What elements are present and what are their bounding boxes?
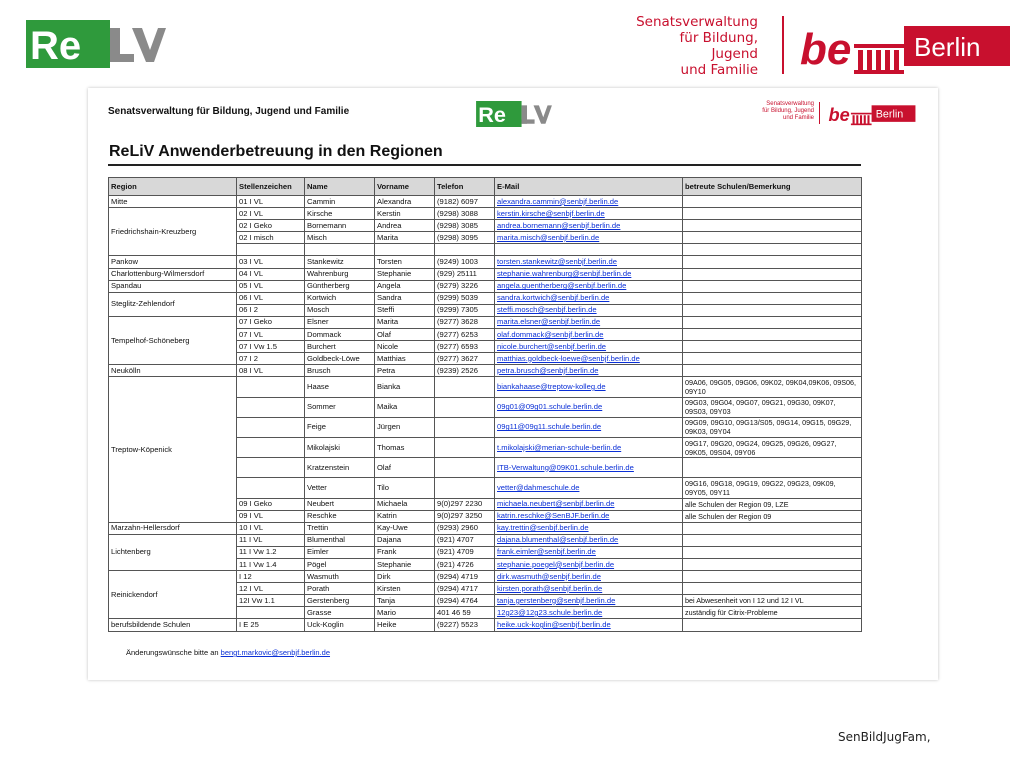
telefon-cell: 9(0)297 3250 <box>435 510 495 522</box>
telefon-cell: (9298) 3088 <box>435 208 495 220</box>
vorname-cell: Kirsten <box>375 583 435 595</box>
senat-line: für Bildung, Jugend <box>762 108 814 114</box>
stellenzeichen-cell <box>237 417 305 437</box>
remark-cell <box>683 583 862 595</box>
remark-cell <box>683 365 862 377</box>
remark-cell <box>683 196 862 208</box>
remark-cell: 09A06, 09G05, 09G06, 09K02, 09K04,09K06, 09S06, 09Y10 <box>683 377 862 397</box>
name-cell: Stankewitz <box>305 256 375 268</box>
vorname-cell: Alexandra <box>375 196 435 208</box>
table-body <box>109 196 862 632</box>
name-cell: Porath <box>305 583 375 595</box>
stellenzeichen-cell: 11 I VL <box>237 534 305 546</box>
region-cell: Marzahn-Hellersdorf <box>109 522 237 534</box>
telefon-cell <box>435 437 495 457</box>
remark-cell <box>683 546 862 558</box>
name-cell: Wahrenburg <box>305 268 375 280</box>
vorname-cell: Matthias <box>375 353 435 365</box>
table-row <box>109 208 862 220</box>
stellenzeichen-cell: 12 I VL <box>237 583 305 595</box>
stellenzeichen-cell: 06 I 2 <box>237 304 305 316</box>
remark-cell: 09G16, 09G18, 09G19, 09G22, 09G23, 09K09, 09Y05, 09Y11 <box>683 478 862 498</box>
remark-cell: alle Schulen der Region 09, LZE <box>683 498 862 510</box>
stellenzeichen-cell: 07 I VL <box>237 329 305 341</box>
email-link[interactable]: heike.uck-koglin@senbjf.berlin.de <box>495 619 683 631</box>
vorname-cell: Thomas <box>375 437 435 457</box>
name-cell: Grasse <box>305 607 375 619</box>
stellenzeichen-cell <box>237 437 305 457</box>
doc-title: ReLiV Anwenderbetreuung in den Regionen <box>109 143 443 160</box>
name-cell: Haase <box>305 377 375 397</box>
vorname-cell: Frank <box>375 546 435 558</box>
remark-cell <box>683 458 862 478</box>
email-link[interactable]: ITB-Verwaltung@09K01.schule.berlin.de <box>495 458 683 478</box>
email-link[interactable]: steffi.mosch@senbjf.berlin.de <box>495 304 683 316</box>
remark-cell <box>683 220 862 232</box>
telefon-cell <box>435 244 495 256</box>
reliv-logo-small <box>476 101 552 127</box>
senat-wordmark <box>632 14 758 78</box>
name-cell: Elsner <box>305 316 375 328</box>
stellenzeichen-cell: 10 I VL <box>237 522 305 534</box>
email-link[interactable]: nicole.burchert@senbjf.berlin.de <box>495 341 683 353</box>
telefon-cell: (9277) 6593 <box>435 341 495 353</box>
stellenzeichen-cell: 04 I VL <box>237 268 305 280</box>
telefon-cell: 9(0)297 2230 <box>435 498 495 510</box>
email-link[interactable]: tanja.gerstenberg@senbjf.berlin.de <box>495 595 683 607</box>
region-cell: Pankow <box>109 256 237 268</box>
column-header: betreute Schulen/Bemerkung <box>683 178 862 196</box>
stellenzeichen-cell: 01 I VL <box>237 196 305 208</box>
stellenzeichen-cell <box>237 607 305 619</box>
name-cell: Kortwich <box>305 292 375 304</box>
stellenzeichen-cell: 07 I Vw 1.5 <box>237 341 305 353</box>
telefon-cell: (9249) 1003 <box>435 256 495 268</box>
remark-cell: alle Schulen der Region 09 <box>683 510 862 522</box>
name-cell: Reschke <box>305 510 375 522</box>
remark-cell <box>683 329 862 341</box>
vorname-cell: Marita <box>375 232 435 244</box>
contact-table <box>108 177 862 632</box>
stellenzeichen-cell: 09 I VL <box>237 510 305 522</box>
doc-be-berlin-logo <box>824 102 920 126</box>
email-link[interactable]: katrin.reschke@SenBJF.berlin.de <box>495 510 683 522</box>
svg-text:Re: Re <box>30 24 82 68</box>
telefon-cell: (921) 4709 <box>435 546 495 558</box>
table-row <box>109 292 862 304</box>
remark-cell: 09G03, 09G04, 09G07, 09G21, 09G30, 09K07, 09S03, 09Y03 <box>683 397 862 417</box>
remark-cell: 09G17, 09G20, 09G24, 09G25, 09G26, 09G27, 09K05, 09S04, 09Y06 <box>683 437 862 457</box>
vorname-cell: Bianka <box>375 377 435 397</box>
vorname-cell: Maika <box>375 397 435 417</box>
email-link[interactable]: vetter@dahmeschule.de <box>495 478 683 498</box>
email-link[interactable]: marita.elsner@senbjf.berlin.de <box>495 316 683 328</box>
telefon-cell <box>435 458 495 478</box>
remark-cell <box>683 256 862 268</box>
stellenzeichen-cell: 07 I 2 <box>237 353 305 365</box>
senat-line: Senatsverwaltung <box>636 14 758 30</box>
name-cell: Uck-Koglin <box>305 619 375 631</box>
name-cell: Trettin <box>305 522 375 534</box>
vorname-cell: Tilo <box>375 478 435 498</box>
table-row <box>109 256 862 268</box>
telefon-cell: (929) 25111 <box>435 268 495 280</box>
stellenzeichen-cell: 12I Vw 1.1 <box>237 595 305 607</box>
remark-cell <box>683 534 862 546</box>
column-header: Name <box>305 178 375 196</box>
vorname-cell: Nicole <box>375 341 435 353</box>
region-cell: Mitte <box>109 196 237 208</box>
name-cell: Mosch <box>305 304 375 316</box>
vorname-cell: Stephanie <box>375 559 435 571</box>
column-header: Region <box>109 178 237 196</box>
column-header: E-Mail <box>495 178 683 196</box>
email-link[interactable]: t.mikolajski@merian-schule-berlin.de <box>495 437 683 457</box>
stellenzeichen-cell <box>237 377 305 397</box>
remark-cell <box>683 522 862 534</box>
vorname-cell: Torsten <box>375 256 435 268</box>
be-berlin-logo <box>800 18 1010 76</box>
table-row <box>109 280 862 292</box>
stellenzeichen-cell: 02 I VL <box>237 208 305 220</box>
email-link[interactable]: 09g11@09g11.schule.berlin.de <box>495 417 683 437</box>
telefon-cell <box>435 478 495 498</box>
email-link[interactable]: torsten.stankewitz@senbjf.berlin.de <box>495 256 683 268</box>
name-cell: Güntherberg <box>305 280 375 292</box>
table-row <box>109 377 862 397</box>
region-cell: Tempelhof-Schöneberg <box>109 316 237 364</box>
email-link[interactable]: olaf.dommack@senbjf.berlin.de <box>495 329 683 341</box>
email-link[interactable]: stephanie.poegel@senbjf.berlin.de <box>495 559 683 571</box>
name-cell: Kirsche <box>305 208 375 220</box>
name-cell: Sommer <box>305 397 375 417</box>
slide-footer: SenBildJugFam, <box>838 730 931 744</box>
remark-cell: zuständig für Citrix-Probleme <box>683 607 862 619</box>
email-link[interactable]: 09g01@09g01.schule.berlin.de <box>495 397 683 417</box>
footer-email-link[interactable]: bengt.markovic@senbjf.berlin.de <box>220 648 331 657</box>
telefon-cell: (921) 4726 <box>435 559 495 571</box>
table-row <box>109 619 862 631</box>
region-cell: Charlottenburg-Wilmersdorf <box>109 268 237 280</box>
email-link[interactable]: marita.misch@senbjf.berlin.de <box>495 232 683 244</box>
vorname-cell: Olaf <box>375 329 435 341</box>
vorname-cell: Heike <box>375 619 435 631</box>
region-cell: Spandau <box>109 280 237 292</box>
email-link[interactable]: alexandra.cammin@senbjf.berlin.de <box>495 196 683 208</box>
reliv-logo <box>26 20 166 68</box>
vorname-cell: Jürgen <box>375 417 435 437</box>
name-cell: Misch <box>305 232 375 244</box>
remark-cell <box>683 571 862 583</box>
region-cell: Reinickendorf <box>109 571 237 619</box>
name-cell: Brusch <box>305 365 375 377</box>
vorname-cell: Angela <box>375 280 435 292</box>
senat-line: und Familie <box>782 115 814 121</box>
region-cell: Treptow-Köpenick <box>109 377 237 522</box>
remark-cell <box>683 232 862 244</box>
name-cell: Kratzenstein <box>305 458 375 478</box>
title-rule <box>108 164 861 166</box>
email-link[interactable] <box>495 244 683 256</box>
senat-line: Senatsverwaltung <box>766 101 814 107</box>
senat-line: und Familie <box>680 62 758 78</box>
stellenzeichen-cell: I 12 <box>237 571 305 583</box>
svg-text:be: be <box>828 105 850 126</box>
telefon-cell: (9279) 3226 <box>435 280 495 292</box>
name-cell: Neubert <box>305 498 375 510</box>
remark-cell <box>683 292 862 304</box>
region-cell: berufsbildende Schulen <box>109 619 237 631</box>
name-cell: Dommack <box>305 329 375 341</box>
stellenzeichen-cell: 03 I VL <box>237 256 305 268</box>
stellenzeichen-cell <box>237 397 305 417</box>
telefon-cell: (9277) 3628 <box>435 316 495 328</box>
name-cell: Vetter <box>305 478 375 498</box>
name-cell: Bornemann <box>305 220 375 232</box>
vorname-cell: Steffi <box>375 304 435 316</box>
name-cell: Cammin <box>305 196 375 208</box>
stellenzeichen-cell: 02 I Geko <box>237 220 305 232</box>
stellenzeichen-cell: 07 I Geko <box>237 316 305 328</box>
stellenzeichen-cell: I E 25 <box>237 619 305 631</box>
telefon-cell: (921) 4707 <box>435 534 495 546</box>
region-cell: Friedrichshain-Kreuzberg <box>109 208 237 256</box>
svg-text:be: be <box>800 25 852 74</box>
email-link[interactable]: michaela.neubert@senbjf.berlin.de <box>495 498 683 510</box>
logo-divider <box>782 16 784 74</box>
vorname-cell <box>375 244 435 256</box>
column-header: Vorname <box>375 178 435 196</box>
name-cell: Wasmuth <box>305 571 375 583</box>
stellenzeichen-cell: 02 I misch <box>237 232 305 244</box>
name-cell <box>305 244 375 256</box>
table-row <box>109 365 862 377</box>
remark-cell <box>683 208 862 220</box>
telefon-cell: (9239) 2526 <box>435 365 495 377</box>
contact-list-document <box>88 88 938 680</box>
stellenzeichen-cell <box>237 244 305 256</box>
email-link[interactable]: frank.eimler@senbjf.berlin.de <box>495 546 683 558</box>
email-link[interactable]: dirk.wasmuth@senbjf.berlin.de <box>495 571 683 583</box>
vorname-cell: Sandra <box>375 292 435 304</box>
email-link[interactable]: petra.brusch@senbjf.berlin.de <box>495 365 683 377</box>
doc-footer <box>126 648 330 657</box>
name-cell: Goldbeck-Löwe <box>305 353 375 365</box>
telefon-cell: (9294) 4719 <box>435 571 495 583</box>
vorname-cell: Michaela <box>375 498 435 510</box>
telefon-cell <box>435 377 495 397</box>
footer-prefix: Änderungswünsche bitte an <box>126 648 219 657</box>
remark-cell <box>683 559 862 571</box>
vorname-cell: Stephanie <box>375 268 435 280</box>
telefon-cell: (9294) 4764 <box>435 595 495 607</box>
email-link[interactable]: kirsten.porath@senbjf.berlin.de <box>495 583 683 595</box>
name-cell: Burchert <box>305 341 375 353</box>
email-link[interactable]: dajana.blumenthal@senbjf.berlin.de <box>495 534 683 546</box>
senat-line: für Bildung, Jugend <box>679 30 758 62</box>
telefon-cell <box>435 417 495 437</box>
telefon-cell: (9299) 5039 <box>435 292 495 304</box>
telefon-cell: (9298) 3085 <box>435 220 495 232</box>
stellenzeichen-cell: 11 I Vw 1.2 <box>237 546 305 558</box>
telefon-cell: (9277) 3627 <box>435 353 495 365</box>
vorname-cell: Dajana <box>375 534 435 546</box>
email-link[interactable]: 12g23@12g23.schule.berlin.de <box>495 607 683 619</box>
vorname-cell: Kay-Uwe <box>375 522 435 534</box>
doc-senat-wordmark <box>752 101 814 122</box>
vorname-cell: Mario <box>375 607 435 619</box>
telefon-cell: (9299) 7305 <box>435 304 495 316</box>
region-cell: Neukölln <box>109 365 237 377</box>
table-row <box>109 316 862 328</box>
telefon-cell: (9277) 6253 <box>435 329 495 341</box>
telefon-cell: (9293) 2960 <box>435 522 495 534</box>
svg-text:Berlin: Berlin <box>875 108 904 121</box>
vorname-cell: Olaf <box>375 458 435 478</box>
name-cell: Feige <box>305 417 375 437</box>
remark-cell <box>683 244 862 256</box>
column-header: Stellenzeichen <box>237 178 305 196</box>
stellenzeichen-cell: 11 I Vw 1.4 <box>237 559 305 571</box>
table-header-row <box>109 178 862 196</box>
remark-cell <box>683 268 862 280</box>
vorname-cell: Petra <box>375 365 435 377</box>
remark-cell <box>683 341 862 353</box>
table-row <box>109 571 862 583</box>
remark-cell <box>683 316 862 328</box>
name-cell: Pögel <box>305 559 375 571</box>
name-cell: Eimler <box>305 546 375 558</box>
email-link[interactable]: andrea.bornemann@senbjf.berlin.de <box>495 220 683 232</box>
telefon-cell <box>435 397 495 417</box>
svg-text:Re: Re <box>478 102 506 127</box>
doc-logo-divider <box>819 102 820 124</box>
vorname-cell: Andrea <box>375 220 435 232</box>
table-row <box>109 268 862 280</box>
email-link[interactable]: kerstin.kirsche@senbjf.berlin.de <box>495 208 683 220</box>
table-row <box>109 522 862 534</box>
stellenzeichen-cell: 06 I VL <box>237 292 305 304</box>
stellenzeichen-cell: 09 I Geko <box>237 498 305 510</box>
remark-cell <box>683 280 862 292</box>
stellenzeichen-cell: 08 I VL <box>237 365 305 377</box>
stellenzeichen-cell: 05 I VL <box>237 280 305 292</box>
email-link[interactable]: biankahaase@treptow-kolleg.de <box>495 377 683 397</box>
region-cell: Lichtenberg <box>109 534 237 570</box>
telefon-cell: (9298) 3095 <box>435 232 495 244</box>
remark-cell: bei Abwesenheit von I 12 und 12 I VL <box>683 595 862 607</box>
vorname-cell: Dirk <box>375 571 435 583</box>
table-row <box>109 534 862 546</box>
stellenzeichen-cell <box>237 458 305 478</box>
name-cell: Mikolajski <box>305 437 375 457</box>
telefon-cell: (9294) 4717 <box>435 583 495 595</box>
name-cell: Gerstenberg <box>305 595 375 607</box>
vorname-cell: Kerstin <box>375 208 435 220</box>
name-cell: Blumenthal <box>305 534 375 546</box>
email-link[interactable]: sandra.kortwich@senbjf.berlin.de <box>495 292 683 304</box>
stellenzeichen-cell <box>237 478 305 498</box>
region-cell: Steglitz-Zehlendorf <box>109 292 237 316</box>
email-link[interactable]: matthias.goldbeck-loewe@senbjf.berlin.de <box>495 353 683 365</box>
remark-cell: 09G09, 09G10, 09G13/S05, 09G14, 09G15, 09G29, 09K03, 09Y04 <box>683 417 862 437</box>
vorname-cell: Katrin <box>375 510 435 522</box>
remark-cell <box>683 619 862 631</box>
telefon-cell: (9227) 5523 <box>435 619 495 631</box>
email-link[interactable]: stephanie.wahrenburg@senbjf.berlin.de <box>495 268 683 280</box>
telefon-cell: (9182) 6097 <box>435 196 495 208</box>
remark-cell <box>683 353 862 365</box>
vorname-cell: Marita <box>375 316 435 328</box>
doc-header: Senatsverwaltung für Bildung, Jugend und Familie <box>108 106 350 117</box>
column-header: Telefon <box>435 178 495 196</box>
berlin-text: Berlin <box>914 32 981 62</box>
vorname-cell: Tanja <box>375 595 435 607</box>
email-link[interactable]: kay.trettin@senbjf.berlin.de <box>495 522 683 534</box>
telefon-cell: 401 46 59 <box>435 607 495 619</box>
remark-cell <box>683 304 862 316</box>
table-row <box>109 196 862 208</box>
email-link[interactable]: angela.guentherberg@senbjf.berlin.de <box>495 280 683 292</box>
